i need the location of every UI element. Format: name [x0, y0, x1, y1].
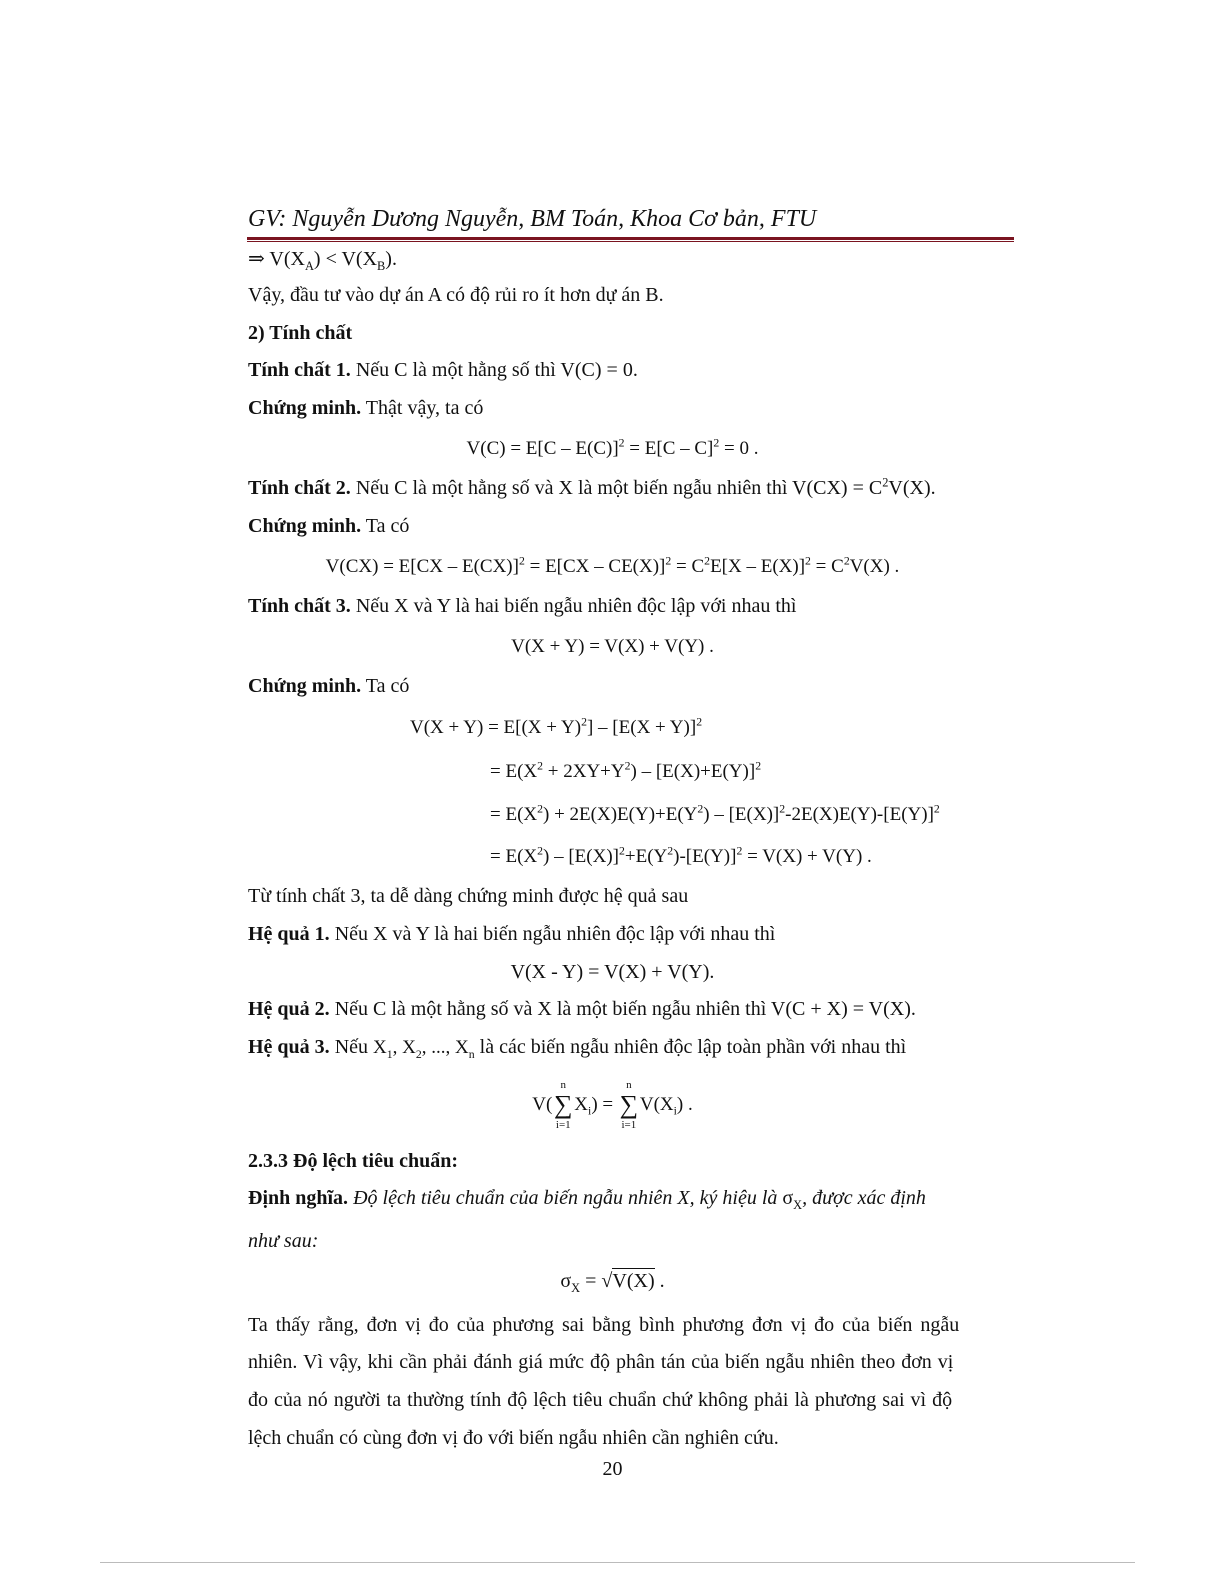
header-rule-thick — [247, 237, 1014, 240]
conclusion-line: ⇒ $V(X_A) < V(X_B)$. — [248, 248, 397, 273]
equation-8: V(X - Y) = V(X) + V(Y). — [510, 961, 715, 983]
equation-1: V(C) = E[C – E(C)]$^2$ = E[C – C]$^2$ = 0 . — [466, 436, 759, 459]
paragraph-line-1: Ta thấy rằng, đơn vị đo của phương sai bằng bình phương đơn vị đo của biến ngẫu — [248, 1314, 960, 1336]
header-rule-thin — [247, 241, 1014, 242]
equation-4: $V(X + Y) = E[(X + Y)^2] - [E(X + Y)]^2$ — [410, 715, 703, 738]
equation-5: = $E(X^2 + 2XY+Y^2) - [E(X)+E(Y)]^2$ — [490, 759, 762, 782]
corollary-1: Hệ quả 1. Nếu X và Y là hai biến ngẫu nhiên độc lập với nhau thì — [248, 923, 776, 945]
summation-1: n ∑ i=1 — [554, 1079, 573, 1131]
section-standard-deviation: 2.3.3 Độ lệch tiêu chuẩn: — [248, 1150, 458, 1172]
proof-2: Chứng minh. Ta có — [248, 515, 410, 537]
variables-list: $X_1$, $X_2$, ..., $X_n$ — [373, 1037, 475, 1061]
paragraph-line-3: đo của nó người ta thường tính độ lệch tiêu chuẩn chứ không phải là phương sai vì độ — [248, 1389, 953, 1411]
page-number: 20 — [602, 1458, 623, 1480]
proof-1: Chứng minh. Thật vậy, ta có — [248, 397, 484, 419]
sigma-symbol: σ — [782, 1187, 794, 1209]
definition-continued: như sau: — [248, 1230, 319, 1252]
property-3: Tính chất 3. Nếu X và Y là hai biến ngẫu nhiên độc lập với nhau thì — [248, 595, 797, 617]
investment-conclusion: Vậy, đầu tư vào dự án A có độ rủi ro ít hơn dự án B. — [248, 284, 664, 306]
summation-2: n ∑ i=1 — [619, 1079, 639, 1131]
property-1: Tính chất 1. Nếu C là một hằng số thì V(C) = 0. — [248, 359, 638, 381]
footer-rule — [100, 1562, 1135, 1563]
equation-3: V(X + Y) = V(X) + V(Y) . — [511, 636, 714, 657]
equation-7: = $E(X^2) - [E(X)]^2+E(Y^2)-[E(Y)]^2 = V(X) + V(Y)$ . — [490, 844, 872, 867]
equation-9: V( n ∑ i=1 $X_i$) = n ∑ i=1 $V(X_i)$ . — [532, 1079, 693, 1131]
page-header: GV: Nguyễn Dương Nguyễn, BM Toán, Khoa Cơ bản, FTU — [248, 206, 817, 232]
corollary-intro: Từ tính chất 3, ta dễ dàng chứng minh được hệ quả sau — [248, 885, 689, 907]
paragraph-line-4: lệch chuẩn có cùng đơn vị đo với biến ngẫu nhiên cần nghiên cứu. — [248, 1427, 779, 1449]
implies-arrow: ⇒ — [248, 248, 265, 270]
section-properties: 2) Tính chất — [248, 322, 353, 344]
equation-10: $\sigma_X = √V(X)$ . — [560, 1270, 665, 1295]
equation-6: = $E(X^2) + 2E(X)E(Y)+E(Y^2) - [E(X)]^2-2E(X)E(Y)-[E(Y)]^2$ — [490, 802, 940, 825]
proof-3: Chứng minh. Ta có — [248, 675, 410, 697]
paragraph-line-2: nhiên. Vì vậy, khi cần phải đánh giá mức độ phân tán của biến ngẫu nhiên theo đơn vị — [248, 1351, 954, 1373]
definition: Định nghĩa. Độ lệch tiêu chuẩn của biến ngẫu nhiên X, ký hiệu là $\sigma_X$, được xác định — [248, 1187, 926, 1212]
sqrt-icon: √ — [601, 1270, 613, 1292]
equation-2: $V(CX) = E[CX - E(CX)]^2 = E[CX - CE(X)]^2 = C^2E[X - E(X)]^2 = C^2V(X)$ . — [325, 554, 900, 577]
corollary-3: Hệ quả 3. Nếu $X_1$, $X_2$, ..., $X_n$ là các biến ngẫu nhiên độc lập toàn phần với nhau thì — [248, 1036, 907, 1061]
corollary-2: Hệ quả 2. Nếu C là một hằng số và X là một biến ngẫu nhiên thì V(C + X) = V(X). — [248, 998, 916, 1020]
property-2: Tính chất 2. Nếu C là một hằng số và X là một biến ngẫu nhiên thì $V(CX) = C^2V(X)$. — [248, 475, 936, 499]
